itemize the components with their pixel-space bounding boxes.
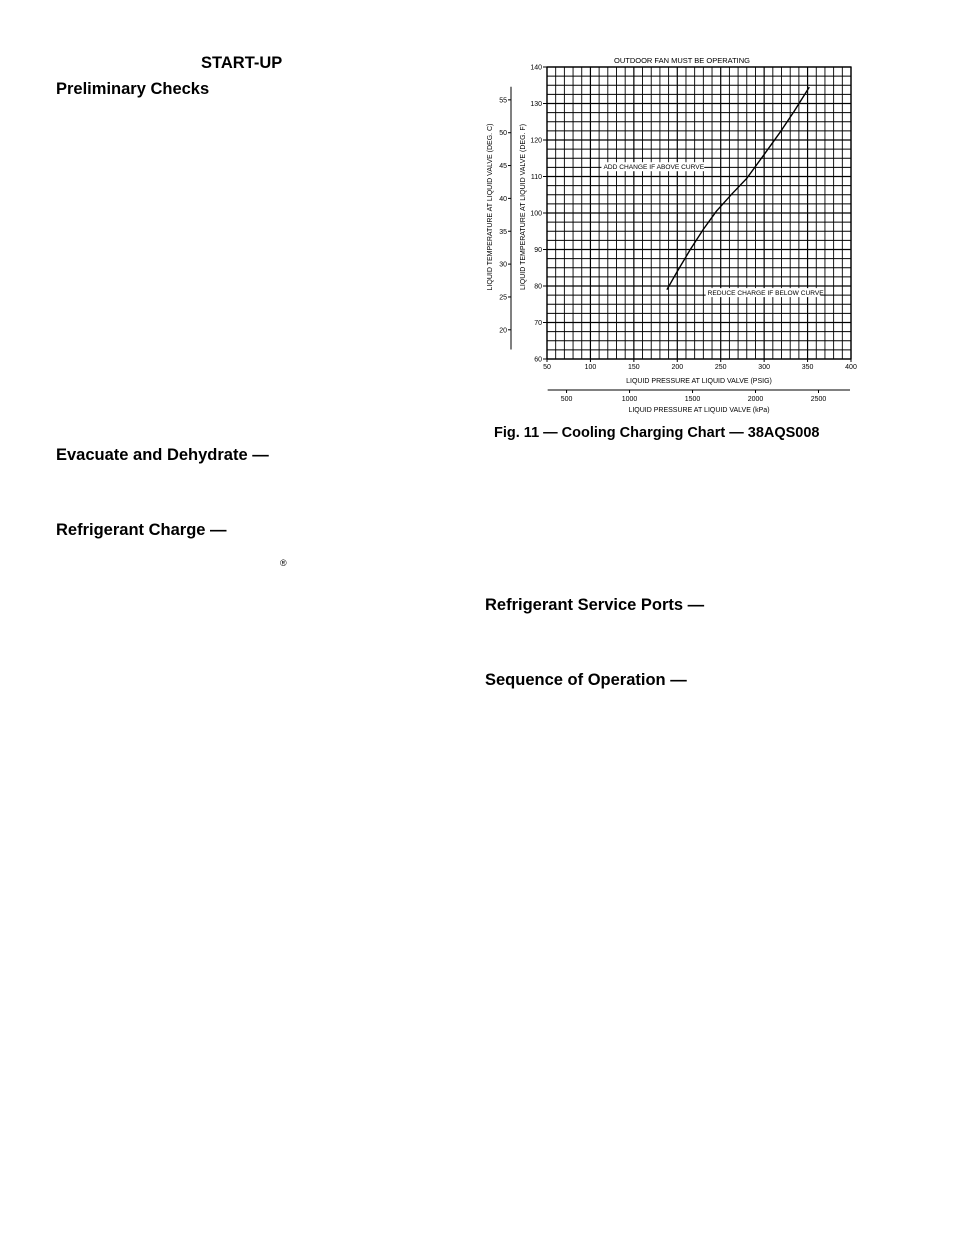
y-tick-label: 120 <box>530 137 542 145</box>
annotation-label: REDUCE CHARGE IF BELOW CURVE <box>707 290 824 298</box>
heading-refrigerant-charge: Refrigerant Charge — <box>56 521 227 539</box>
y-tick-label: 140 <box>530 64 542 72</box>
figure-caption: Fig. 11 — Cooling Charging Chart — 38AQS008 <box>494 425 820 441</box>
x-tick-label: 250 <box>714 364 727 371</box>
registered-mark: ® <box>280 558 287 568</box>
y2-tick-label: 50 <box>499 130 507 138</box>
chart-grid <box>547 67 851 359</box>
y-tick-label: 70 <box>534 320 542 327</box>
x2-tick-label: 1000 <box>621 396 638 403</box>
y-tick-label: 60 <box>534 356 542 364</box>
y-tick-label: 110 <box>530 174 542 181</box>
y-axis-celsius <box>499 87 511 350</box>
x-axis-psig <box>543 359 857 371</box>
x-tick-label: 150 <box>628 364 640 371</box>
x-tick-label: 400 <box>845 364 857 371</box>
x2-tick-label: 500 <box>560 396 573 403</box>
y-tick-label: 130 <box>530 101 542 108</box>
x-tick-label: 100 <box>584 364 597 371</box>
chart-title: OUTDOOR FAN MUST BE OPERATING <box>614 56 750 65</box>
x-tick-label: 50 <box>543 364 551 371</box>
heading-evacuate-dehydrate: Evacuate and Dehydrate — <box>56 446 269 464</box>
x2-tick-label: 2500 <box>810 396 827 403</box>
y2-tick-label: 35 <box>499 228 507 236</box>
x2-tick-label: 1500 <box>684 396 701 403</box>
y2-tick-label: 30 <box>499 261 507 269</box>
x-axis-kpa <box>548 390 850 403</box>
y-axis-label: LIQUID TEMPERATURE AT LIQUID VALVE (DEG. F) <box>520 123 527 291</box>
y2-tick-label: 20 <box>499 327 507 335</box>
x2-axis-label: LIQUID PRESSURE AT LIQUID VALVE (kPa) <box>628 407 770 414</box>
heading-preliminary-checks: Preliminary Checks <box>56 80 210 98</box>
y-axis-fahrenheit <box>530 65 547 364</box>
x-tick-label: 200 <box>671 364 684 371</box>
heading-service-ports: Refrigerant Service Ports — <box>485 596 705 614</box>
y2-tick-label: 40 <box>499 195 507 203</box>
y-tick-label: 80 <box>534 283 542 291</box>
x-tick-label: 350 <box>801 364 814 371</box>
x2-tick-label: 2000 <box>747 396 764 403</box>
y-tick-label: 90 <box>534 247 542 254</box>
y2-tick-label: 45 <box>499 163 507 171</box>
x-tick-label: 300 <box>758 364 770 371</box>
cooling-charging-chart <box>480 50 870 420</box>
y2-tick-label: 55 <box>499 97 507 105</box>
y-tick-label: 100 <box>530 210 542 218</box>
y2-tick-label: 25 <box>499 294 507 302</box>
y2-axis-label: LIQUID TEMPERATURE AT LIQUID VALVE (DEG. C) <box>487 123 494 291</box>
heading-sequence-of-operation: Sequence of Operation — <box>485 671 687 689</box>
annotation-label: ADD CHANGE IF ABOVE CURVE <box>603 164 705 172</box>
section-title: START-UP <box>201 54 283 72</box>
x-axis-label: LIQUID PRESSURE AT LIQUID VALVE (PSIG) <box>626 378 772 385</box>
